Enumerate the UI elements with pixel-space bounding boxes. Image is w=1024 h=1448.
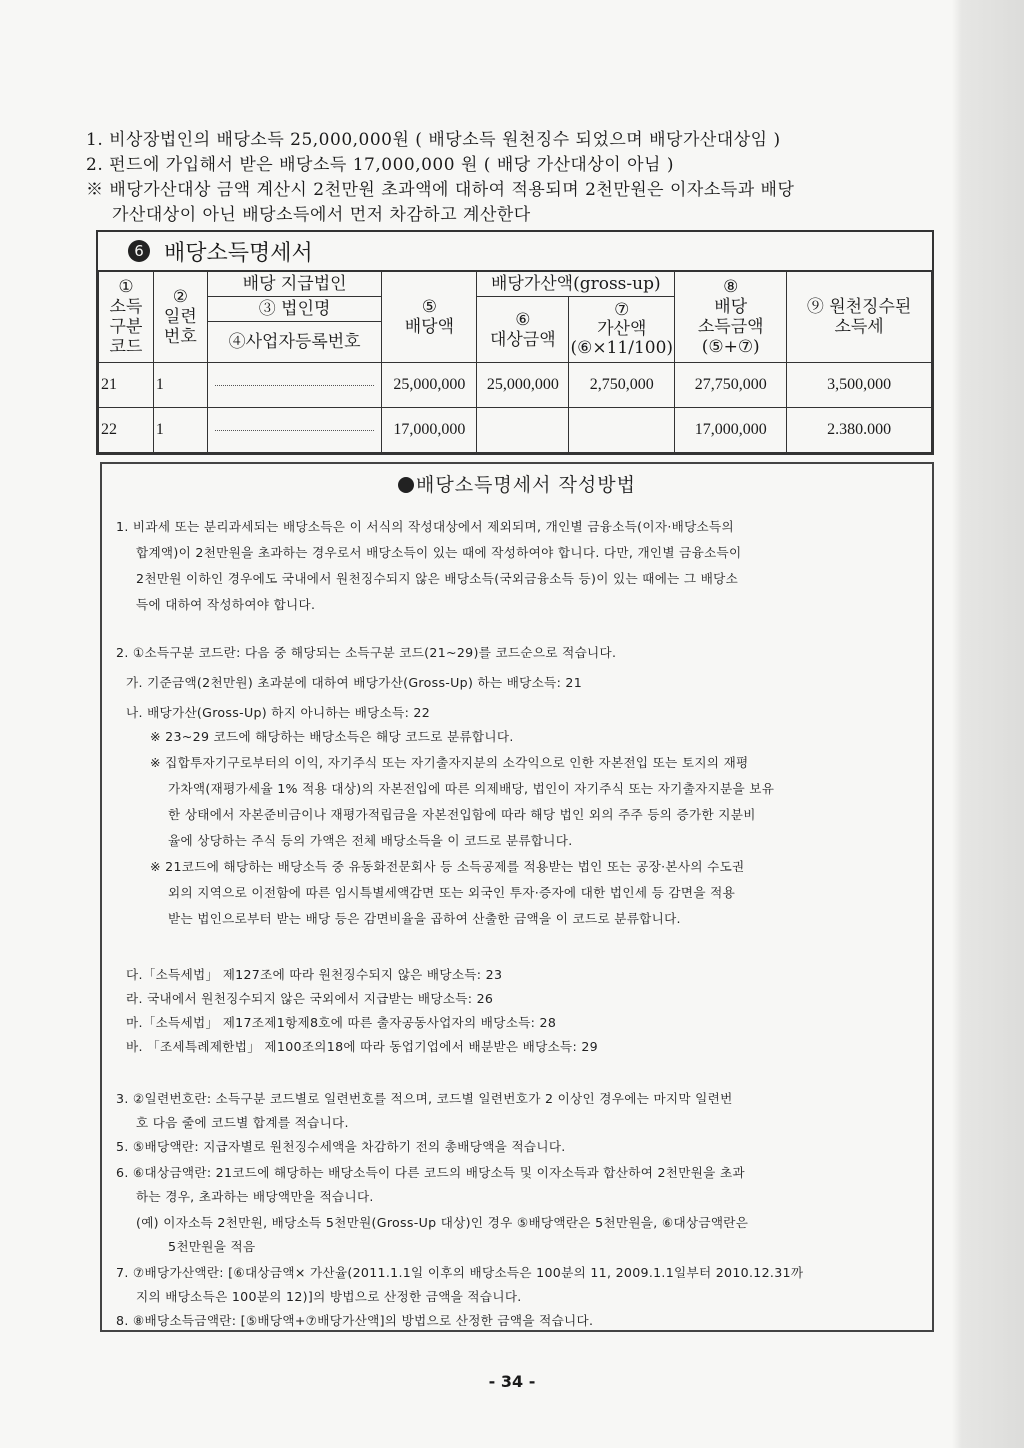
method-line: 라. 국내에서 원천징수되지 않은 국외에서 지급받는 배당소득: 26 (126, 991, 494, 1006)
cell-target: 25,000,000 (477, 363, 569, 408)
method-line: 가. 기준금액(2천만원) 초과분에 대하여 배당가산(Gross-Up) 하는 배당소득: 21 (126, 675, 583, 690)
method-line: 합계액)이 2천만원을 초과하는 경우로서 배당소득이 있는 때에 작성하여야 합니다. 다만, 개인별 금융소득이 (136, 545, 742, 560)
header-gross-amount: ⑦ 가산액 (⑥×11/100) (569, 297, 675, 363)
intro-line: 1. 비상장법인의 배당소득 25,000,000원 ( 배당소득 원천징수 되었으며 배당가산대상임 ) (86, 130, 781, 150)
cell-serial: 1 (153, 363, 207, 408)
cell-gross: 2,750,000 (569, 363, 675, 408)
method-line: 7. ⑦배당가산액란: [⑥대상금액× 가산율(2011.1.1일 이후의 배당소득은 100분의 11, 2009.1.1일부터 2010.12.31까 (116, 1265, 804, 1280)
intro-line: 가산대상이 아닌 배당소득에서 먼저 차감하고 계산한다 (112, 205, 531, 225)
page-edge-shadow (952, 0, 1024, 1448)
header-target-amount: ⑥ 대상금액 (477, 297, 569, 363)
method-line: 8. ⑧배당소득금액란: [⑤배당액+⑦배당가산액]의 방법으로 산정한 금액을 적습니다. (116, 1313, 594, 1328)
method-line: 외의 지역으로 이전함에 따른 임시특별세액감면 또는 외국인 투자·증자에 대한 법인세 등 감면을 적용 (168, 885, 736, 900)
method-line: 하는 경우, 초과하는 배당액만을 적습니다. (136, 1189, 374, 1204)
page-number: - 34 - (488, 1372, 536, 1391)
intro-line: ※ 배당가산대상 금액 계산시 2천만원 초과액에 대하여 적용되며 2천만원은 이자소득과 배당 (86, 180, 795, 200)
table-row (99, 408, 932, 453)
cell-corp (207, 408, 382, 453)
cell-income: 17,000,000 (675, 408, 787, 453)
method-line: 받는 법인으로부터 받는 배당 등은 감면비율을 곱하여 산출한 금액을 이 코드로 분류합니다. (168, 911, 681, 926)
cell-code: 22 (99, 408, 154, 453)
section-number-badge: 6 (128, 240, 150, 262)
method-line: 1. 비과세 또는 분리과세되는 배당소득은 이 서식의 작성대상에서 제외되며, 개인별 금융소득(이자·배당소득의 (116, 519, 734, 534)
method-line: 3. ②일련번호란: 소득구분 코드별로 일련번호를 적으며, 코드별 일련번호가 2 이상인 경우에는 마지막 일련번 (116, 1091, 733, 1106)
method-line: (예) 이자소득 2천만원, 배당소득 5천만원(Gross-Up 대상)인 경우 ⑤배당액란은 5천만원을, ⑥대상금액란은 (136, 1215, 749, 1230)
method-line: 한 상태에서 자본준비금이나 재평가적립금을 자본전입함에 따라 해당 법인 외의 주주 등의 증가한 지분비 (168, 807, 756, 822)
method-line: 율에 상당하는 주식 등의 가액은 전체 배당소득을 이 코드로 분류합니다. (168, 833, 573, 848)
method-line: 득에 대하여 작성하여야 합니다. (136, 597, 316, 612)
dividend-income-table (96, 230, 934, 455)
method-line: 6. ⑥대상금액란: 21코드에 해당하는 배당소득이 다른 코드의 배당소득 및 이자소득과 합산하여 2천만원을 초과 (116, 1165, 745, 1180)
cell-tax: 2.380.000 (787, 408, 932, 453)
method-line: ※ 21코드에 해당하는 배당소득 중 유동화전문회사 등 소득공제를 적용받는 법인 또는 공장·본사의 수도권 (150, 859, 745, 874)
header-dividend-income: ⑧ 배당 소득금액 (⑤+⑦) (675, 272, 787, 363)
table-title-text: 배당소득명세서 (164, 240, 313, 266)
method-line: 마.「소득세법」 제17조제1항제8호에 따른 출자공동사업자의 배당소득: 28 (126, 1015, 557, 1030)
intro-line: 2. 펀드에 가입해서 받은 배당소득 17,000,000 원 ( 배당 가산대상이 아님 ) (86, 155, 674, 175)
header-business-reg-number: ④사업자등록번호 (207, 322, 382, 363)
method-line: 호 다음 줄에 코드별 합계를 적습니다. (136, 1115, 349, 1130)
cell-corp (207, 363, 382, 408)
method-line: 가차액(재평가세율 1% 적용 대상)의 자본전입에 따른 의제배당, 법인이 자기주식 또는 자기출자지분을 보유 (168, 781, 775, 796)
method-line: 다.「소득세법」 제127조에 따라 원천징수되지 않은 배당소득: 23 (126, 967, 503, 982)
method-line: 지의 배당소득은 100분의 12)]의 방법으로 산정한 금액을 적습니다. (136, 1289, 522, 1304)
bullet-dot-icon (398, 477, 414, 493)
method-line: ※ 집합투자기구로부터의 이익, 자기주식 또는 자기출자지분의 소각익으로 인한 자본전입 또는 토지의 재평 (150, 755, 749, 770)
header-dividend-amount: ⑤ 배당액 (382, 272, 477, 363)
method-title-text: 배당소득명세서 작성방법 (416, 474, 636, 496)
dotted-divider (215, 429, 375, 431)
method-line: ※ 23~29 코드에 해당하는 배당소득은 해당 코드로 분류합니다. (150, 729, 514, 744)
header-withheld-tax: ⑨ 원천징수된 소득세 (787, 272, 932, 363)
table-title (98, 232, 932, 271)
method-title (102, 470, 932, 497)
cell-target (477, 408, 569, 453)
cell-code: 21 (99, 363, 154, 408)
cell-serial: 1 (153, 408, 207, 453)
method-line: 바. 「조세특례제한법」 제100조의18에 따라 동업기업에서 배분받은 배당소득: 29 (126, 1039, 598, 1054)
method-line: 2천만원 이하인 경우에도 국내에서 원천징수되지 않은 배당소득(국외금융소득 등)이 있는 때에는 그 배당소 (136, 571, 739, 586)
method-line: 5. ⑤배당액란: 지급자별로 원천징수세액을 차감하기 전의 총배당액을 적습니다. (116, 1139, 566, 1154)
header-corp-name: ③ 법인명 (207, 297, 382, 322)
cell-tax: 3,500,000 (787, 363, 932, 408)
header-income-code: ① 소득 구분 코드 (99, 272, 154, 363)
header-payer-corp: 배당 지급법인 (207, 272, 382, 297)
method-line: 나. 배당가산(Gross-Up) 하지 아니하는 배당소득: 22 (126, 705, 431, 720)
intro-text (86, 128, 946, 228)
cell-income: 27,750,000 (675, 363, 787, 408)
method-line: 5천만원을 적음 (168, 1239, 256, 1254)
cell-amount: 25,000,000 (382, 363, 477, 408)
cell-amount: 17,000,000 (382, 408, 477, 453)
table-row (99, 363, 932, 408)
dotted-divider (215, 384, 375, 386)
writing-method-box (100, 462, 934, 1332)
header-gross-up: 배당가산액(gross-up) (477, 272, 675, 297)
method-line: 2. ①소득구분 코드란: 다음 중 해당되는 소득구분 코드(21~29)를 코드순으로 적습니다. (116, 645, 617, 660)
cell-gross (569, 408, 675, 453)
header-serial-number: ② 일련 번호 (153, 272, 207, 363)
